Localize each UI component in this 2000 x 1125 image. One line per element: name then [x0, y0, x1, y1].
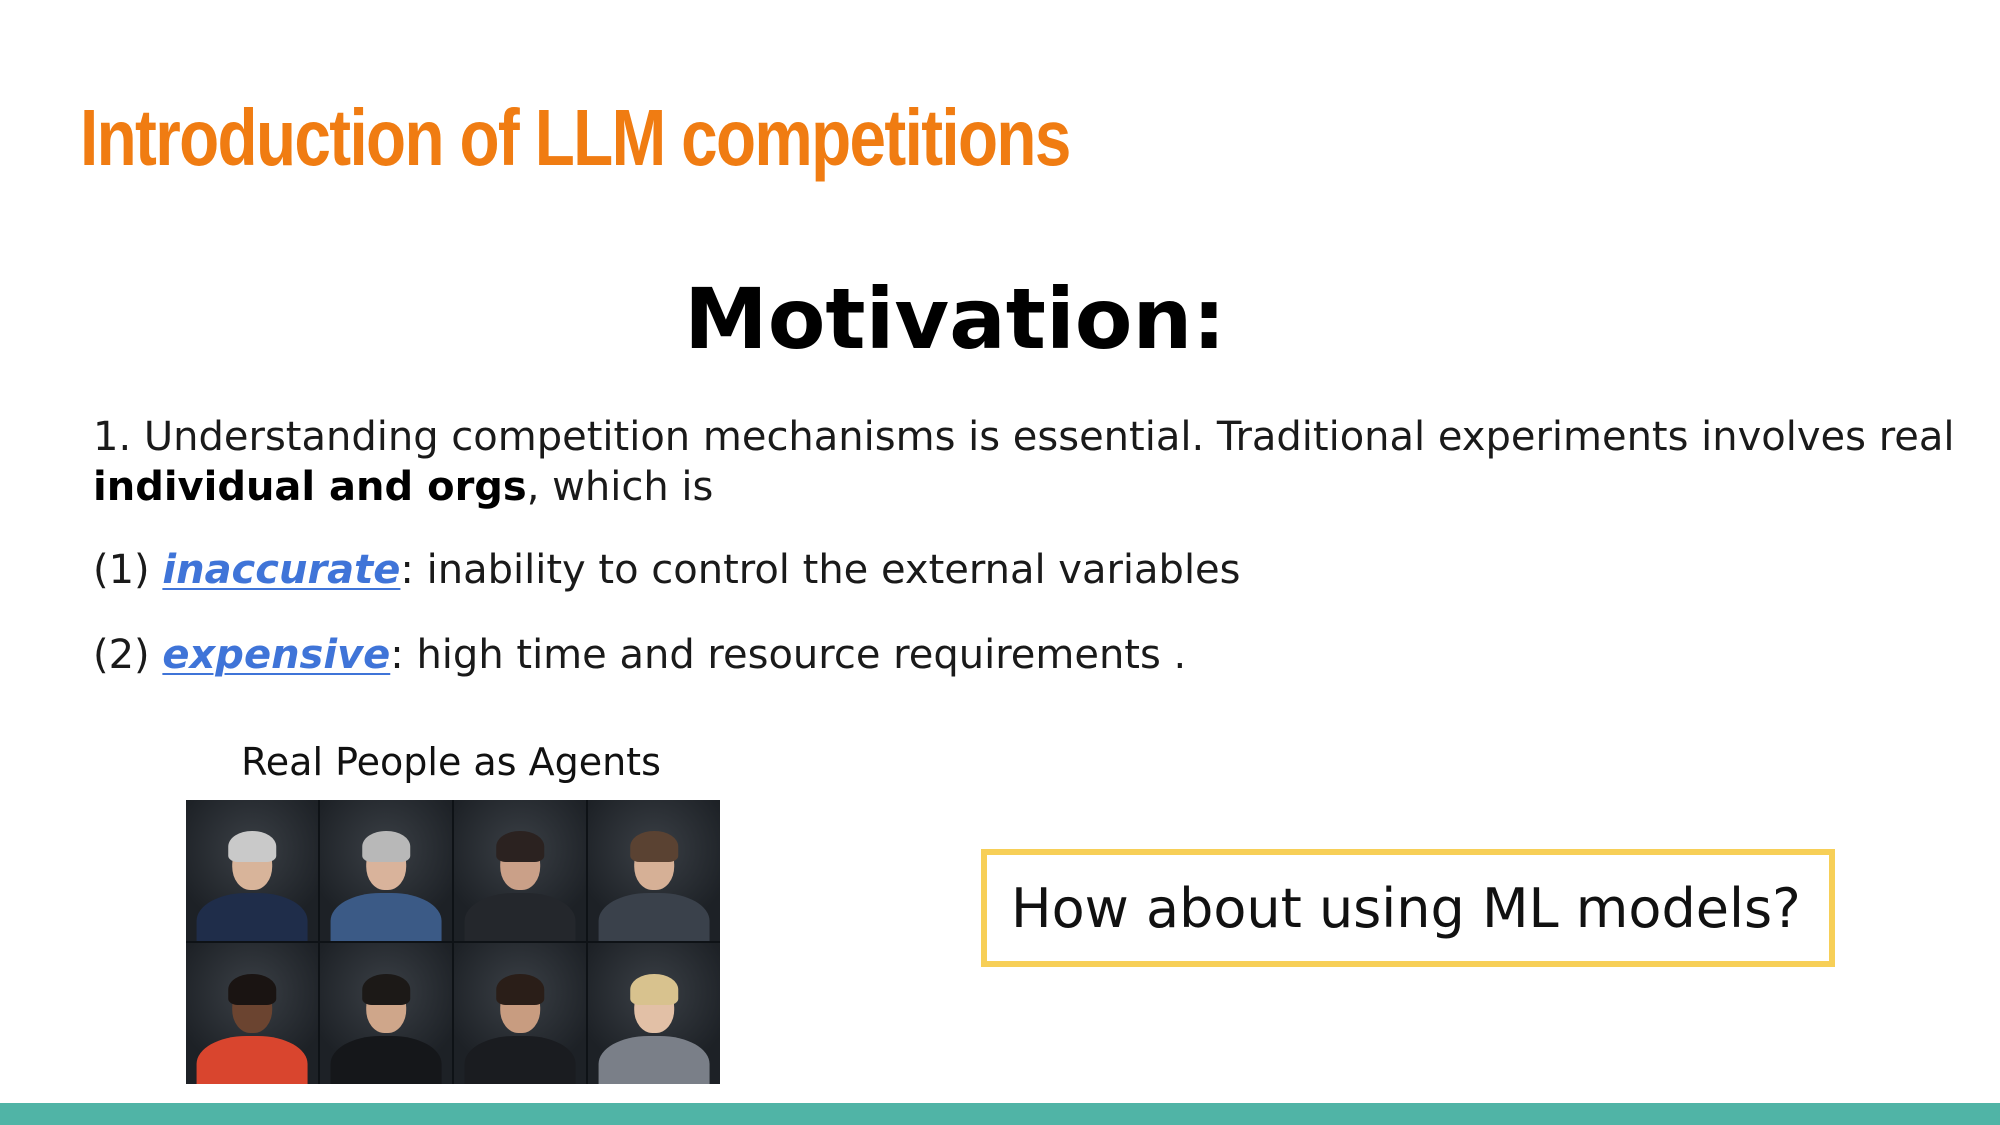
point-1-lead: 1. Understanding competition mechanisms is essential. Traditional experiments involves real	[93, 414, 1955, 460]
item-1-description: : inability to control the external variables	[400, 547, 1241, 593]
person-photo	[186, 943, 318, 1084]
people-photo-grid	[186, 800, 720, 1084]
item-2-description: : high time and resource requirements .	[390, 632, 1187, 678]
callout-text: How about using ML models?	[1011, 876, 1801, 940]
person-photo	[320, 800, 452, 941]
person-photo	[588, 943, 720, 1084]
item-2-term-link[interactable]: expensive	[162, 632, 391, 678]
photo-caption: Real People as Agents	[241, 740, 661, 784]
section-heading: Motivation:	[684, 270, 1226, 368]
point-1-bold: individual and orgs	[93, 464, 527, 510]
item-1	[93, 545, 1973, 595]
person-photo	[588, 800, 720, 941]
item-2	[93, 630, 1973, 680]
item-2-prefix: (2)	[93, 632, 163, 678]
item-1-term-link[interactable]: inaccurate	[162, 547, 401, 593]
point-1-tail: , which is	[526, 464, 714, 510]
point-1-paragraph	[93, 412, 1973, 512]
person-photo	[320, 943, 452, 1084]
footer-accent-bar	[0, 1103, 2000, 1125]
item-1-prefix: (1)	[93, 547, 163, 593]
person-photo	[186, 800, 318, 941]
person-photo	[454, 800, 586, 941]
person-photo	[454, 943, 586, 1084]
callout-box	[981, 849, 1835, 967]
slide-title: Introduction of LLM competitions	[80, 93, 1070, 182]
